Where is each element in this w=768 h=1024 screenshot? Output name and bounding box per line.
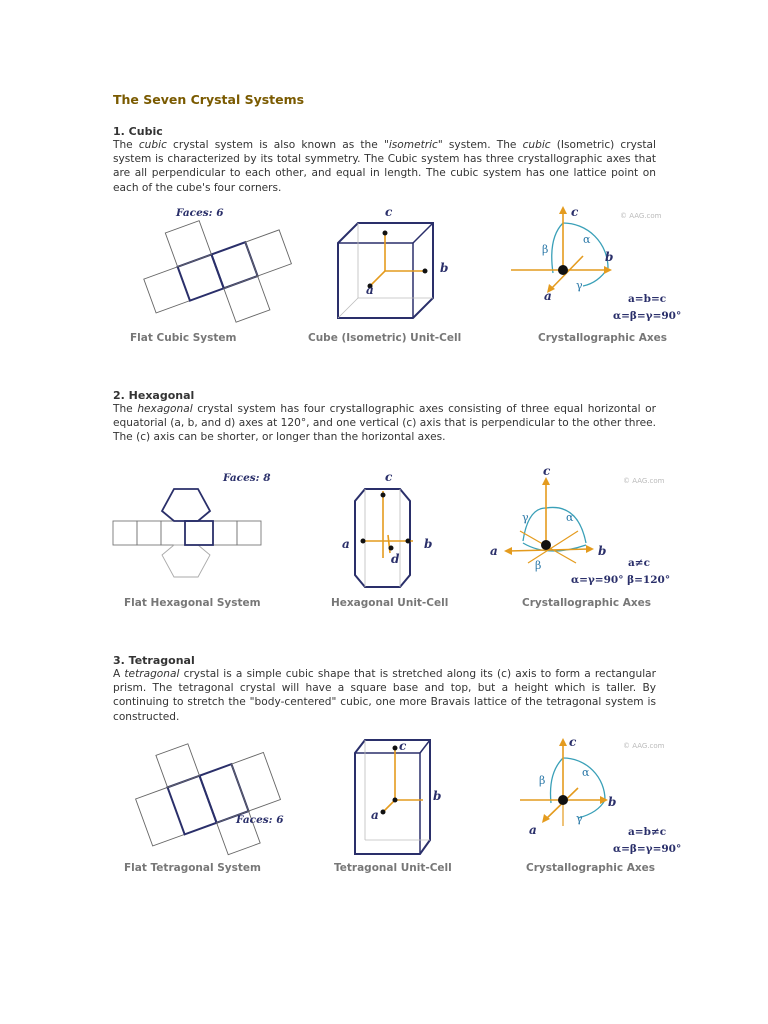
- crystallographic-axes: [511, 206, 612, 293]
- svg-text:b: b: [440, 261, 449, 275]
- svg-text:c: c: [569, 735, 577, 749]
- section-paragraph-cubic: The cubic crystal system is also known as the "isometric" system. The cubic (Isometric) crystal system is characterized by its total symmetry. The Cubic system has three crystallographic axes that are all perpendicular to each other, and equal in length. The cubic system has one lattice point on each of the cube's four corners.: [113, 139, 656, 194]
- svg-text:a: a: [366, 283, 374, 297]
- caption-axes: Crystallographic Axes: [526, 862, 656, 874]
- flat-cubic-net: [131, 198, 303, 347]
- svg-text:α: α: [582, 766, 590, 779]
- section-paragraph-tetragonal: A tetragonal crystal is a simple cubic shape that is stretched along its (c) axis to form a rectangular prism. The tetragonal crystal will have a square base and top, but a height which is taller. By continuing to stretch the "body-centered" cubic, one more Bravais lattice of the tetragonal system is constructed.: [113, 668, 656, 723]
- svg-text:b: b: [424, 537, 433, 551]
- caption-unit-cell: Cube (Isometric) Unit-Cell: [308, 332, 462, 344]
- caption-flat: Flat Hexagonal System: [124, 597, 261, 609]
- crystallographic-axes: [520, 738, 608, 826]
- tetragonal-unit-cell: [355, 740, 430, 854]
- caption-flat: Flat Tetragonal System: [124, 862, 261, 874]
- section-heading-tetragonal: 3. Tetragonal: [113, 654, 195, 667]
- caption-axes: Crystallographic Axes: [538, 332, 668, 344]
- svg-text:α: α: [566, 511, 574, 524]
- equation-angles: α=β=γ=90°: [613, 843, 682, 855]
- svg-text:c: c: [543, 464, 551, 478]
- svg-text:β: β: [535, 559, 542, 572]
- faces-label: Faces: 8: [223, 472, 271, 484]
- flat-hexagonal-net: [113, 489, 261, 577]
- svg-text:a: a: [490, 544, 498, 558]
- svg-text:c: c: [385, 205, 393, 219]
- svg-text:β: β: [539, 774, 546, 787]
- svg-text:© AAG.com: © AAG.com: [623, 742, 665, 750]
- svg-text:α: α: [583, 233, 591, 246]
- equation-angles: α=γ=90° β=120°: [571, 574, 671, 586]
- section-heading-hexagonal: 2. Hexagonal: [113, 389, 195, 402]
- svg-text:a: a: [544, 289, 552, 303]
- svg-text:γ: γ: [576, 812, 583, 825]
- svg-text:d: d: [391, 552, 400, 566]
- svg-text:a: a: [529, 823, 537, 837]
- equation-lengths: a=b≠c: [628, 826, 667, 838]
- svg-text:b: b: [433, 789, 442, 803]
- crystallographic-axes: [504, 477, 594, 563]
- svg-text:c: c: [385, 470, 393, 484]
- svg-text:a: a: [371, 808, 379, 822]
- caption-unit-cell: Tetragonal Unit-Cell: [334, 862, 452, 874]
- svg-text:γ: γ: [522, 511, 529, 524]
- faces-label: Faces: 6: [176, 207, 224, 219]
- svg-text:b: b: [598, 544, 607, 558]
- figure-cubic: [108, 198, 688, 368]
- faces-label: Faces: 6: [236, 814, 284, 826]
- caption-unit-cell: Hexagonal Unit-Cell: [331, 597, 449, 609]
- figure-hexagonal: [108, 463, 688, 633]
- equation-lengths: a=b=c: [628, 293, 667, 305]
- svg-text:b: b: [605, 250, 614, 264]
- cube-unit-cell: [338, 223, 433, 318]
- caption-axes: Crystallographic Axes: [522, 597, 652, 609]
- page-title: The Seven Crystal Systems: [113, 92, 305, 107]
- svg-text:c: c: [571, 205, 579, 219]
- svg-text:c: c: [399, 739, 407, 753]
- svg-text:© AAG.com: © AAG.com: [620, 212, 662, 220]
- flat-tetragonal-net: [124, 728, 292, 878]
- svg-text:© AAG.com: © AAG.com: [623, 477, 665, 485]
- svg-text:a: a: [342, 537, 350, 551]
- section-paragraph-hexagonal: The hexagonal crystal system has four crystallographic axes consisting of three equal horizontal or equatorial (a, b, and d) axes at 120°, and one vertical (c) axis that is perpendicular to the other three. The (c) axis can be shorter, or longer than the horizontal axes.: [113, 403, 656, 444]
- caption-flat: Flat Cubic System: [130, 332, 237, 344]
- equation-lengths: a≠c: [628, 557, 650, 569]
- svg-text:γ: γ: [576, 279, 583, 292]
- svg-text:b: b: [608, 795, 617, 809]
- figure-tetragonal: [108, 728, 688, 898]
- section-heading-cubic: 1. Cubic: [113, 125, 163, 138]
- hexagonal-unit-cell: [355, 489, 413, 587]
- svg-text:β: β: [542, 243, 549, 256]
- equation-angles: α=β=γ=90°: [613, 310, 682, 322]
